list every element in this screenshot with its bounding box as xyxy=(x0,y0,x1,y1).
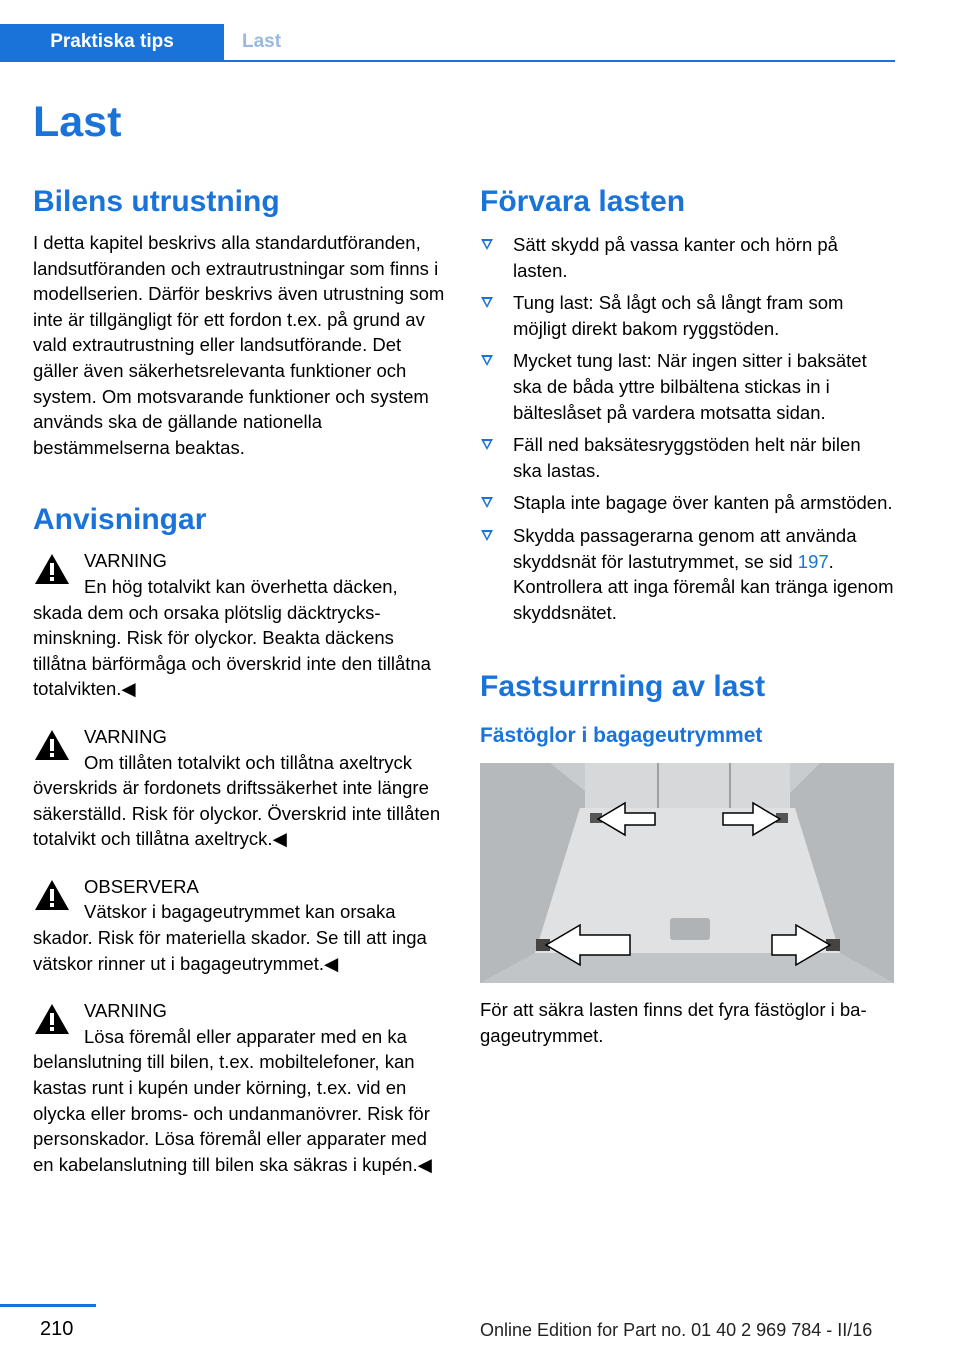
right-column xyxy=(480,180,894,1049)
page-link-197[interactable]: 197 xyxy=(797,550,829,572)
warning-text: överskrids är fordonets driftssäkerhet inte längre säkerställd. Risk för olyckor. Överskrid inte tillåten totalvikt och tillåtna axeltryck.◀ xyxy=(33,777,441,850)
warning-text: belanslutning till bilen, t.ex. mobiltelefoner, kan kastas runt i kupén under körning, t.ex. vid en olycka eller broms- och undanmanövrer. Risk för personskador. Lösa föremål eller apparater med en kabelanslutning till bilen ska säkras i kupén.◀ xyxy=(33,1051,432,1175)
notice-label: OBSERVERA xyxy=(84,875,199,897)
footer-rule xyxy=(0,1304,96,1307)
header-tabbar xyxy=(0,24,895,62)
bullet-triangle-icon xyxy=(481,355,493,366)
warning-icon xyxy=(33,728,71,762)
warning-text: skador. Risk för materiella skador. Se till att inga vätskor rinner ut i bagageutrymmet.◀ xyxy=(33,927,427,974)
warning-text-first: En hög totalvikt kan överhetta däcken, xyxy=(84,575,398,597)
list-item: Tung last: Så lågt och så långt fram som möjligt direkt bakom ryggstöden. xyxy=(480,290,894,341)
left-column xyxy=(33,180,447,1177)
warning-block xyxy=(33,548,447,702)
heading-fastsurrning: Fastsurrning av last xyxy=(480,670,766,704)
warning-text: skada dem och orsaka plötslig däcktrycksminskning. Risk för olyckor. Beakta däckens tillåtna bärförmåga och överskrid inte den tillåtna totalvikten.◀ xyxy=(33,601,431,700)
heading-bilens-utrustning: Bilens utrustning xyxy=(33,185,280,218)
warning-block xyxy=(33,724,447,852)
edition-footer: Online Edition for Part no. 01 40 2 969 784 - II/16 xyxy=(480,1320,873,1340)
warning-label: VARNING xyxy=(84,1000,167,1022)
subheading-fastoglor: Fästöglor i bagageutrymmet xyxy=(480,724,763,748)
tab-last[interactable]: Last xyxy=(242,31,282,52)
warning-text-first: Lösa föremål eller apparater med en ka xyxy=(84,1025,407,1047)
bullet-triangle-icon xyxy=(481,239,493,250)
heading-forvara-lasten: Förvara lasten xyxy=(480,185,686,218)
list-item: Sätt skydd på vassa kanter och hörn på lasten. xyxy=(480,232,894,283)
notice-block xyxy=(33,874,447,976)
heading-anvisningar: Anvisningar xyxy=(33,503,207,537)
warning-block xyxy=(33,998,447,1177)
warning-icon xyxy=(33,552,71,586)
list-item: Skydda passagerarna genom att använda skyddsnät för lastutrymmet, se sid 197. Kontrollera att inga föremål kan tränga igenom skyddsnätet. xyxy=(480,523,894,625)
warning-label: VARNING xyxy=(84,725,167,747)
warning-icon xyxy=(33,1002,71,1036)
bullet-triangle-icon xyxy=(481,439,493,450)
list-item: Fäll ned baksätesryggstöden helt när bilen ska lastas. xyxy=(480,432,894,483)
warning-text-first: Vätskor i bagageutrymmet kan orsaka xyxy=(84,901,396,923)
tab-praktiska-tips[interactable]: Praktiska tips xyxy=(0,24,224,60)
bullet-triangle-icon xyxy=(481,530,493,541)
warning-text-first: Om tillåten totalvikt och tillåtna axeltryck xyxy=(84,751,412,773)
page-number: 210 xyxy=(40,1318,74,1340)
intro-paragraph: I detta kapitel beskrivs alla standardutföranden, landsutföranden och extrautrustningar som finns i modellserien. Därför beskrivs även utrustning som inte är tillgängligt för ett fordon t.ex. på grund av vald extrautrustning eller landsutförande. Det gäller även säkerhetsrelevanta funktioner och system. Om motsvarande funktioner och system används ska de gällande nationella bestämmelserna beaktas. xyxy=(33,232,445,458)
page-title: Last xyxy=(33,98,122,146)
list-item: Stapla inte bagage över kanten på armstöden. xyxy=(480,490,894,516)
image-caption: För att säkra lasten finns det fyra fästöglor i bagageutrymmet. xyxy=(480,999,867,1046)
bullet-triangle-icon xyxy=(481,497,493,508)
list-item: Mycket tung last: När ingen sitter i baksätet ska de båda yttre bilbältena stickas in i bälteslåset på vardera motsatta sidan. xyxy=(480,348,894,425)
bullet-triangle-icon xyxy=(481,297,493,308)
storage-tips-list xyxy=(480,232,894,625)
header-rule xyxy=(0,60,895,62)
warning-icon xyxy=(33,878,71,912)
warning-label: VARNING xyxy=(84,550,167,572)
cargo-area-image xyxy=(480,763,894,983)
